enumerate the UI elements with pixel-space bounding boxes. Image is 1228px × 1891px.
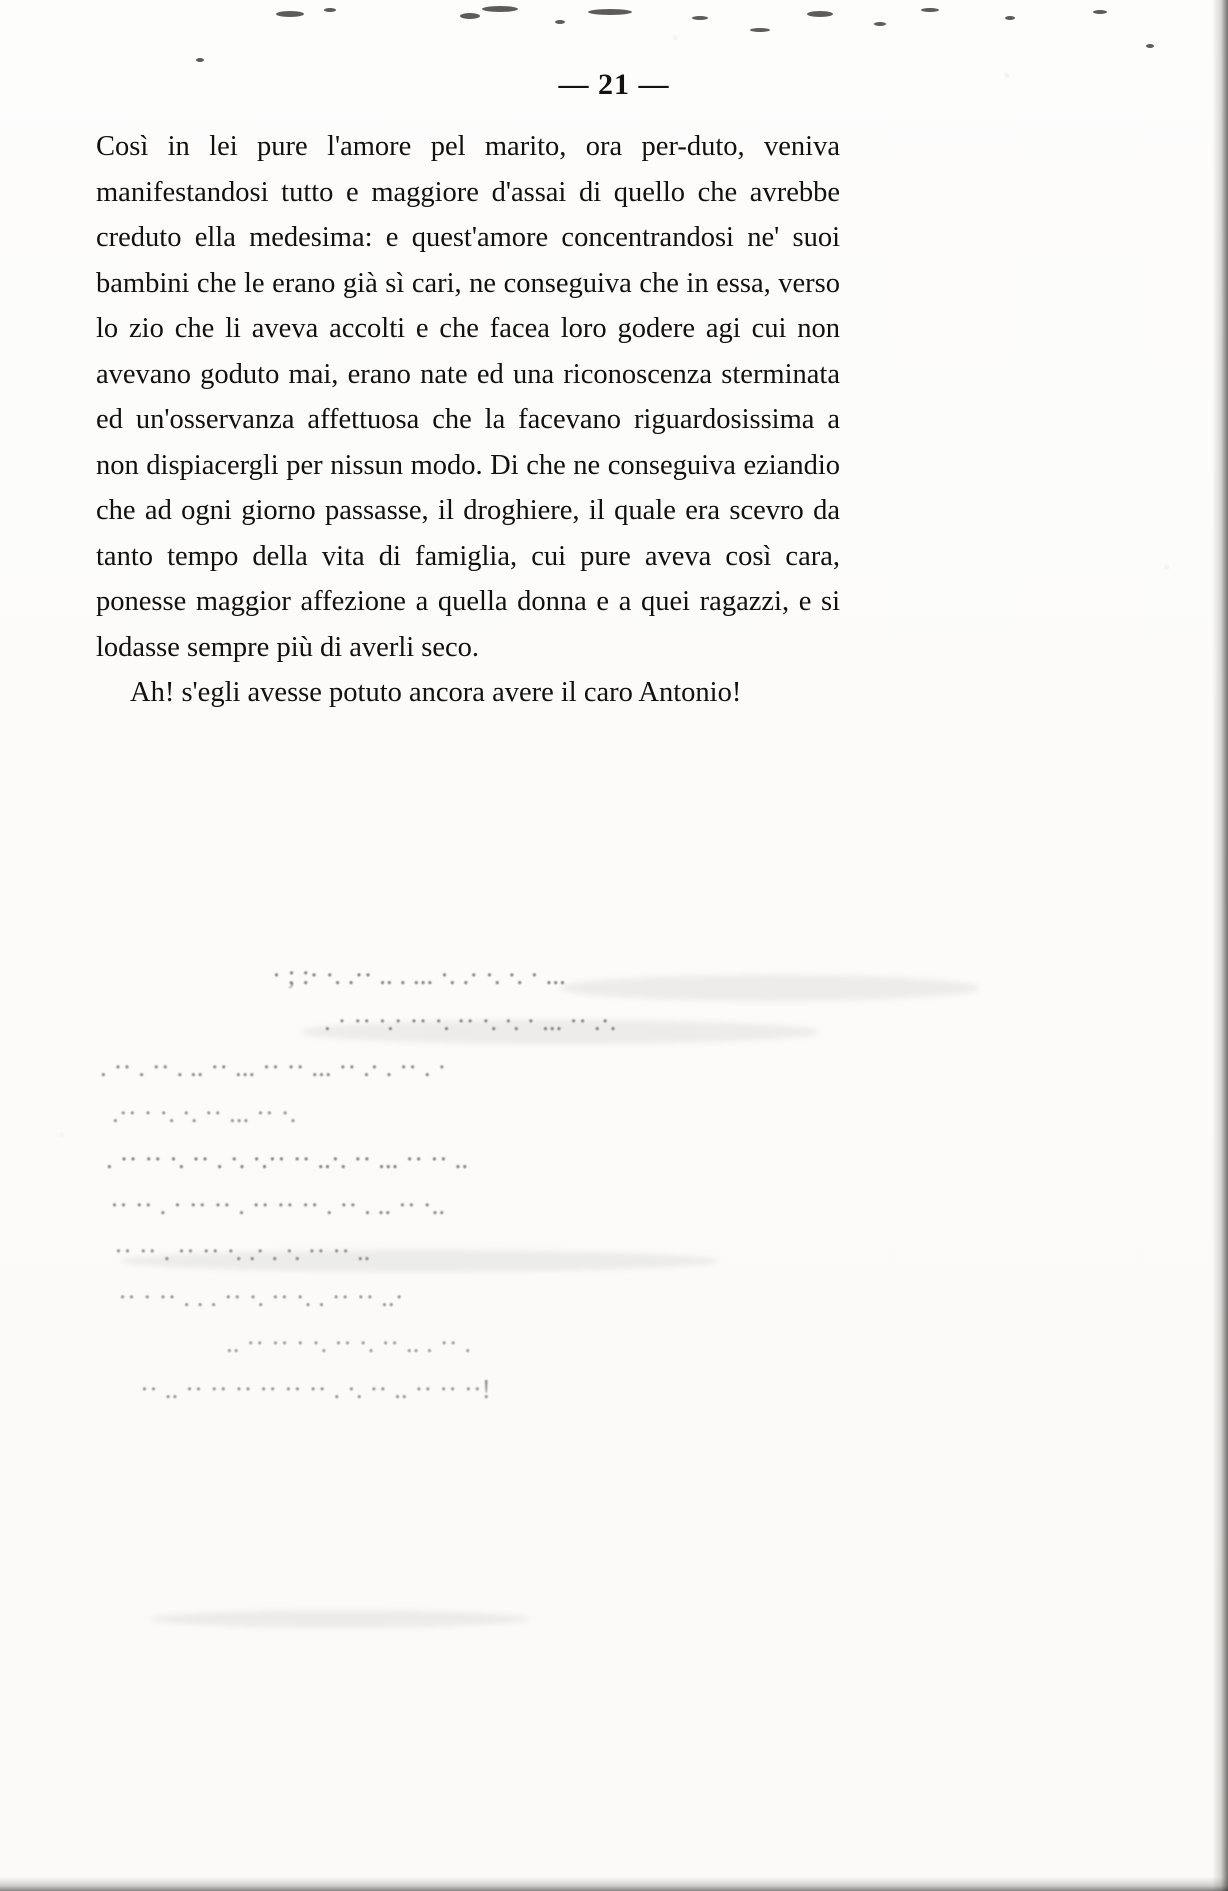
faded-line: ·· · ·· . . . ·· ·. ·· ·. . ·· ·· ..· — [118, 1282, 404, 1312]
faded-line: ·· .. ·· ·· ·· ·· ·· ·· . ·. ·· .. ·· ·· ··! — [140, 1374, 491, 1404]
page-edge-shadow-bottom — [0, 1877, 1228, 1891]
top-edge-speckles — [0, 0, 1228, 70]
faded-line: . ·· ·· ·. ·· . ·. ·.·· ·· ..·. ·· ... ·· ·· .. — [106, 1144, 469, 1174]
paragraph-1: Così in lei pure l'amore pel marito, ora per-duto, veniva manifestandosi tutto e maggiore d'assai di quello che avrebbe creduto ella medesima: e quest'amore concentrandosi ne' suoi bambini che le erano già sì cari, ne conseguiva che in essa, verso lo zio che li aveva accolti e che facea loro godere agi cui non avevano goduto mai, erano nate ed una riconoscenza sterminata ed un'osservanza affettuosa che la facevano riguardosissima a non dispiacergli per nissun modo. Di che ne conseguiva eziandio che ad ogni giorno passasse, il droghiere, il quale era scevro da tanto tempo della vita di famiglia, cui pure aveva così cara, ponesse maggior affezione a quella donna e a quei ragazzi, e si lodasse sempre più di averli seco. — [96, 131, 840, 663]
page-edge-shadow-right — [1212, 0, 1228, 1891]
faded-line: . ·· . ·· . .. ·· ... ·· ·· ... ·· .· . ·· . · — [100, 1052, 447, 1082]
faded-line: . · ·· ·.· ·· ·. ·· ·. ·. · ... ·· .·. — [324, 1006, 617, 1036]
page-number: — 21 — — [558, 68, 670, 101]
faded-line: ·· ·· . · ·· ·· . ·· ·· ·· . ·· . .. ·· ·.. — [110, 1190, 446, 1220]
body-text — [96, 124, 840, 716]
faded-line: .·· · ·. ·. ·· ... ·· ·. — [112, 1098, 297, 1128]
faded-line: .. ·· ·· · ·. ·· ·. ·· .. . ·· . — [226, 1328, 472, 1358]
faded-line: · ; :· ·. .·· .. . ... ·. .· ·. ·. · ... — [271, 960, 567, 990]
paragraph-2: Ah! s'egli avesse potuto ancora avere il caro Antonio! — [130, 677, 742, 708]
faded-line: ·· ·· . ·· ·· ·. .· . ·. ·· ·· .. — [114, 1236, 371, 1266]
paper-smudge — [150, 1610, 530, 1628]
faded-bleedthrough-text — [96, 952, 856, 1412]
